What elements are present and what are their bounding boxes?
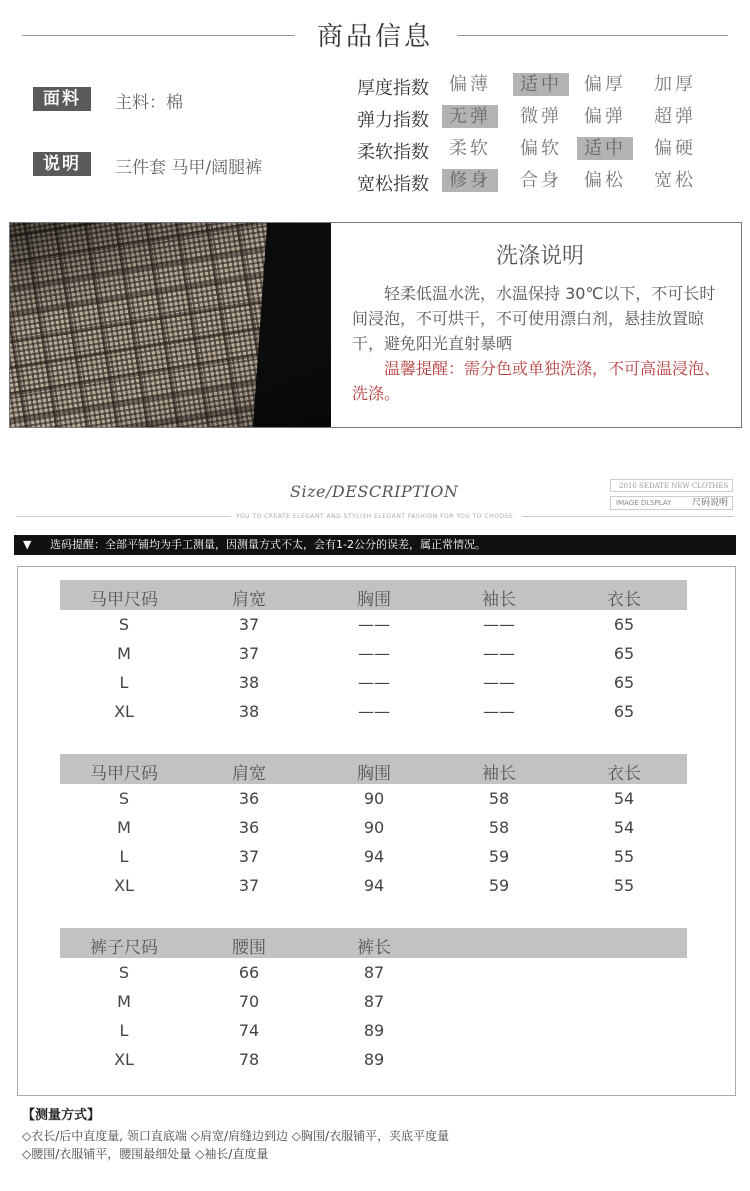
table-header-cell: 肩宽: [232, 764, 266, 784]
table-cell: 38: [238, 702, 260, 721]
index-option: 加厚: [654, 74, 696, 95]
table-cell: ——: [358, 702, 390, 721]
index-option: 微弹: [520, 106, 562, 127]
index-option-selected: 修身: [442, 169, 498, 192]
table-cell: 90: [363, 818, 385, 837]
size-label-box: [610, 496, 733, 510]
table-cell: ——: [483, 702, 515, 721]
table-cell: S: [118, 789, 130, 808]
material-value: 主料：棉: [115, 93, 183, 113]
table-cell: ——: [483, 644, 515, 663]
table-cell: ——: [483, 615, 515, 634]
table-cell: 89: [363, 1021, 385, 1040]
index-option: 偏厚: [584, 74, 626, 95]
table-cell: L: [119, 1021, 129, 1040]
table-cell: M: [117, 644, 131, 663]
size-rule-right: [522, 516, 734, 517]
index-option-selected: 无弹: [442, 105, 498, 128]
size-subtitle: YOU TO CREATE ELEGANT AND STYLISH ELEGANT FASHION FOR YOU TO CHOOSE: [236, 513, 514, 520]
table-cell: 58: [488, 789, 510, 808]
brand-box: 2016 SEDATE NEW CLOTHES: [610, 479, 733, 492]
table-cell: 55: [613, 876, 635, 895]
description-tag: 说明: [33, 152, 91, 176]
index-label: 宽松指数: [357, 174, 429, 195]
washing-text: 轻柔低温水洗，水温保持 30℃以下，不可长时间浸泡，不可烘干，不可使用漂白剂，悬挂放置晾干，避免阳光直射暴晒: [352, 284, 716, 353]
index-label: 柔软指数: [357, 142, 429, 163]
table-cell: 65: [613, 644, 635, 663]
index-option: 偏薄: [449, 74, 491, 95]
table-cell: 36: [238, 818, 260, 837]
table-cell: XL: [114, 876, 134, 895]
table-cell: 65: [613, 673, 635, 692]
table-cell: M: [117, 818, 131, 837]
size-title: Size/DESCRIPTION: [290, 482, 459, 501]
table-cell: 37: [238, 847, 260, 866]
image-display-label: IMAGE DLSPLAY: [616, 499, 672, 507]
table-cell: 90: [363, 789, 385, 808]
table-header-cell: 衣长: [607, 590, 641, 610]
table-header-cell: 袖长: [482, 764, 516, 784]
table-cell: ——: [358, 615, 390, 634]
measure-title: 【测量方式】: [22, 1108, 101, 1123]
table-cell: 37: [238, 615, 260, 634]
table-header-cell: 裤长: [357, 938, 391, 958]
table-cell: 65: [613, 615, 635, 634]
index-option-selected: 适中: [513, 73, 569, 96]
washing-warning: 温馨提醒：需分色或单独洗涤，不可高温浸泡、洗涤。: [352, 359, 721, 403]
table-cell: 89: [363, 1050, 385, 1069]
index-option: 宽松: [654, 170, 696, 191]
table-cell: XL: [114, 1050, 134, 1069]
table-cell: 87: [363, 992, 385, 1011]
table-cell: 66: [238, 963, 260, 982]
table-cell: 70: [238, 992, 260, 1011]
washing-panel: [9, 222, 742, 428]
index-option: 偏松: [584, 170, 626, 191]
fabric-photo: [10, 223, 331, 427]
index-option: 合身: [520, 170, 562, 191]
table-header-cell: 袖长: [482, 590, 516, 610]
table-cell: 55: [613, 847, 635, 866]
table-cell: 87: [363, 963, 385, 982]
description-value: 三件套 马甲/阔腿裤: [115, 158, 263, 178]
table-cell: 36: [238, 789, 260, 808]
table-cell: 38: [238, 673, 260, 692]
table-header-cell: 胸围: [357, 764, 391, 784]
table-cell: 54: [613, 789, 635, 808]
table-header-cell: 胸围: [357, 590, 391, 610]
index-option-selected: 适中: [577, 137, 633, 160]
table-cell: 37: [238, 876, 260, 895]
table-cell: 65: [613, 702, 635, 721]
index-option: 偏弹: [584, 106, 626, 127]
table-cell: S: [118, 963, 130, 982]
table-cell: ——: [483, 673, 515, 692]
measure-line-2: ◇腰围/衣服铺平，腰围最细处量 ◇袖长/直度量: [22, 1147, 269, 1161]
index-label: 弹力指数: [357, 110, 429, 131]
table-cell: XL: [114, 702, 134, 721]
size-notice: [14, 535, 736, 555]
table-cell: M: [117, 992, 131, 1011]
index-option: 偏硬: [654, 138, 696, 159]
size-rule-left: [16, 516, 231, 517]
table-cell: 59: [488, 847, 510, 866]
table-header-cell: 裤子尺码: [90, 938, 158, 958]
table-cell: 78: [238, 1050, 260, 1069]
index-label: 厚度指数: [357, 78, 429, 99]
table-cell: S: [118, 615, 130, 634]
index-option: 超弹: [654, 106, 696, 127]
table-cell: 74: [238, 1021, 260, 1040]
triangle-down-icon: ▼: [23, 538, 32, 551]
table-header-cell: 腰围: [232, 938, 266, 958]
table-cell: 37: [238, 644, 260, 663]
index-option: 偏软: [520, 138, 562, 159]
table-header-cell: 衣长: [607, 764, 641, 784]
measure-line-1: ◇衣长/后中直度量, 领口直底端 ◇肩宽/肩缝边到边 ◇胸围/衣服铺平，夹底平度量: [22, 1129, 450, 1143]
index-option: 柔软: [449, 138, 491, 159]
table-header-cell: 肩宽: [232, 590, 266, 610]
size-guide-label: 尺码说明: [691, 498, 728, 508]
table-header-cell: 马甲尺码: [90, 764, 158, 784]
table-header-cell: 马甲尺码: [90, 590, 158, 610]
material-tag: 面料: [33, 87, 91, 111]
notice-text: 选码提醒：全部平铺均为手工测量，因测量方式不太，会有1-2公分的误差，属正常情况。: [50, 538, 486, 551]
table-cell: 59: [488, 876, 510, 895]
table-cell: ——: [358, 644, 390, 663]
table-cell: ——: [358, 673, 390, 692]
product-info-title: 商品信息: [316, 22, 433, 52]
table-cell: L: [119, 673, 129, 692]
washing-title: 洗涤说明: [495, 244, 584, 269]
table-cell: 94: [363, 847, 385, 866]
table-cell: 54: [613, 818, 635, 837]
table-cell: 94: [363, 876, 385, 895]
table-cell: L: [119, 847, 129, 866]
table-cell: 58: [488, 818, 510, 837]
